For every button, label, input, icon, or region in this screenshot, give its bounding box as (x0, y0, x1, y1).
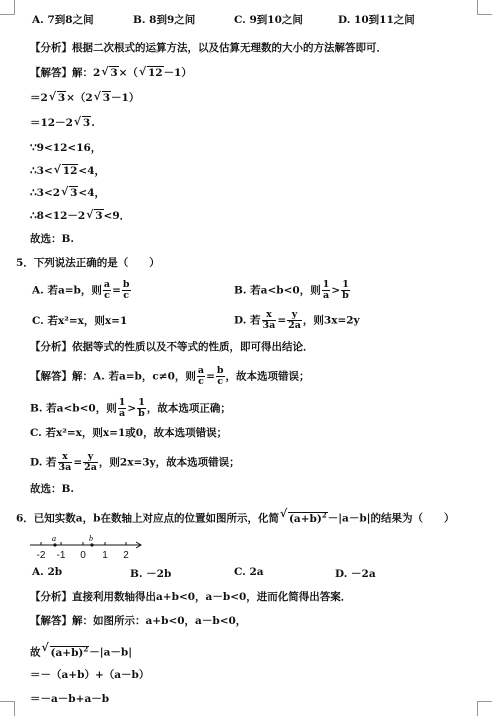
q6-solution-line1: 【解答】解：如图所示：a+b<0，a－b<0， (30, 615, 247, 627)
number-line-figure (28, 534, 148, 562)
q5-solution-c: C. 若x²=x，则x=1或0，故本选项错误； (30, 427, 228, 439)
point-b-label: b (89, 534, 93, 543)
q6-option-d: D. －2a (335, 568, 376, 580)
q6-solution-line4: ＝－a－b+a－b (30, 693, 110, 705)
q6-solution-line3: ＝－（a+b）+（a－b） (30, 669, 150, 681)
option-a: A. 7到8之间 (32, 14, 94, 26)
q5-solution-d: D. 若 $\frac{x}{3a}$ = $\frac{y}{2a}$ ，则2x=3y，故本选项错误； (30, 451, 240, 473)
tick-label: -2 (36, 550, 46, 561)
q5-analysis: 【分析】依据等式的性质以及不等式的性质，即可得出结论． (30, 341, 314, 353)
tick-label: -1 (56, 550, 66, 561)
crop-mark-bottom-right (477, 701, 492, 716)
q5-option-c: C. 若x²=x，则x=1 (32, 315, 128, 327)
q4-solution-line6: ∴3<2√ 3<4， (30, 186, 105, 200)
q6-stem: 6．已知实数a，b在数轴上对应点的位置如图所示，化简√ $(a+b)^2-|a-b|$的结果为（ ） (16, 508, 455, 526)
option-c: C. 9到10之间 (234, 14, 303, 26)
q5-solution-b: B. 若a<b<0，则 $\frac{1}{a}$ > $\frac{1}{b}$ ，故本选项正确； (30, 397, 231, 419)
tick-label: 0 (80, 550, 86, 561)
q6-option-c: C. 2a (234, 566, 264, 578)
tick-label: 1 (102, 550, 108, 561)
q5-option-d: D. 若 $\frac{x}{3a}$ = $\frac{y}{2a}$ ，则3x=2y (234, 309, 360, 331)
q4-solution-line7: ∴8<12－2√ 3<9． (30, 209, 130, 223)
q5-stem: 5．下列说法正确的是（ ） (16, 257, 160, 269)
q4-solution-line3: ＝12－2√ 3. (30, 116, 95, 130)
q6-solution-line2: 故√ $(a+b)^2-|a-b|$ (30, 642, 132, 660)
q5-option-b: B. 若a<b<0，则 $\frac{1}{a}$ > $\frac{1}{b}$ (234, 279, 349, 301)
q6-analysis: 【分析】直接利用数轴得出a+b<0，a－b<0，进而化简得出答案． (30, 591, 352, 603)
q4-solution-line4: ∵9<12<16， (30, 142, 102, 154)
tick-label: 2 (123, 550, 129, 561)
q4-analysis: 【分析】根据二次根式的运算方法，以及估算无理数的大小的方法解答即可． (30, 42, 387, 54)
q5-solution-a: 【解答】解：A. 若a=b，c≠0，则 $\frac{a}{c}$ = $\frac{b}{c}$ ，故本选项错误； (30, 365, 310, 387)
crop-mark-top-left (0, 0, 15, 15)
q4-solution-line1: 【解答】解：2√ 3×（√ 12－1） (30, 66, 192, 80)
point-a-label: a (52, 534, 56, 543)
q4-solution-line5: ∴3<√ 12<4， (30, 164, 105, 178)
crop-mark-bottom-left (0, 701, 15, 716)
option-d: D. 10到11之间 (338, 14, 415, 26)
q6-option-a: A. 2b (32, 566, 63, 578)
q5-choice: 故选：B. (30, 483, 75, 495)
q6-option-b: B. －2b (130, 568, 172, 580)
q4-solution-line2: ＝2√ 3×（2√ 3－1） (30, 91, 139, 105)
option-b: B. 8到9之间 (133, 14, 196, 26)
q5-option-a: A. 若a=b，则 $\frac{a}{c}$ = $\frac{b}{c}$ (32, 279, 130, 301)
crop-mark-top-right (477, 0, 492, 15)
point-a (53, 543, 56, 546)
q4-choice: 故选：B. (30, 233, 75, 245)
point-b (90, 543, 93, 546)
